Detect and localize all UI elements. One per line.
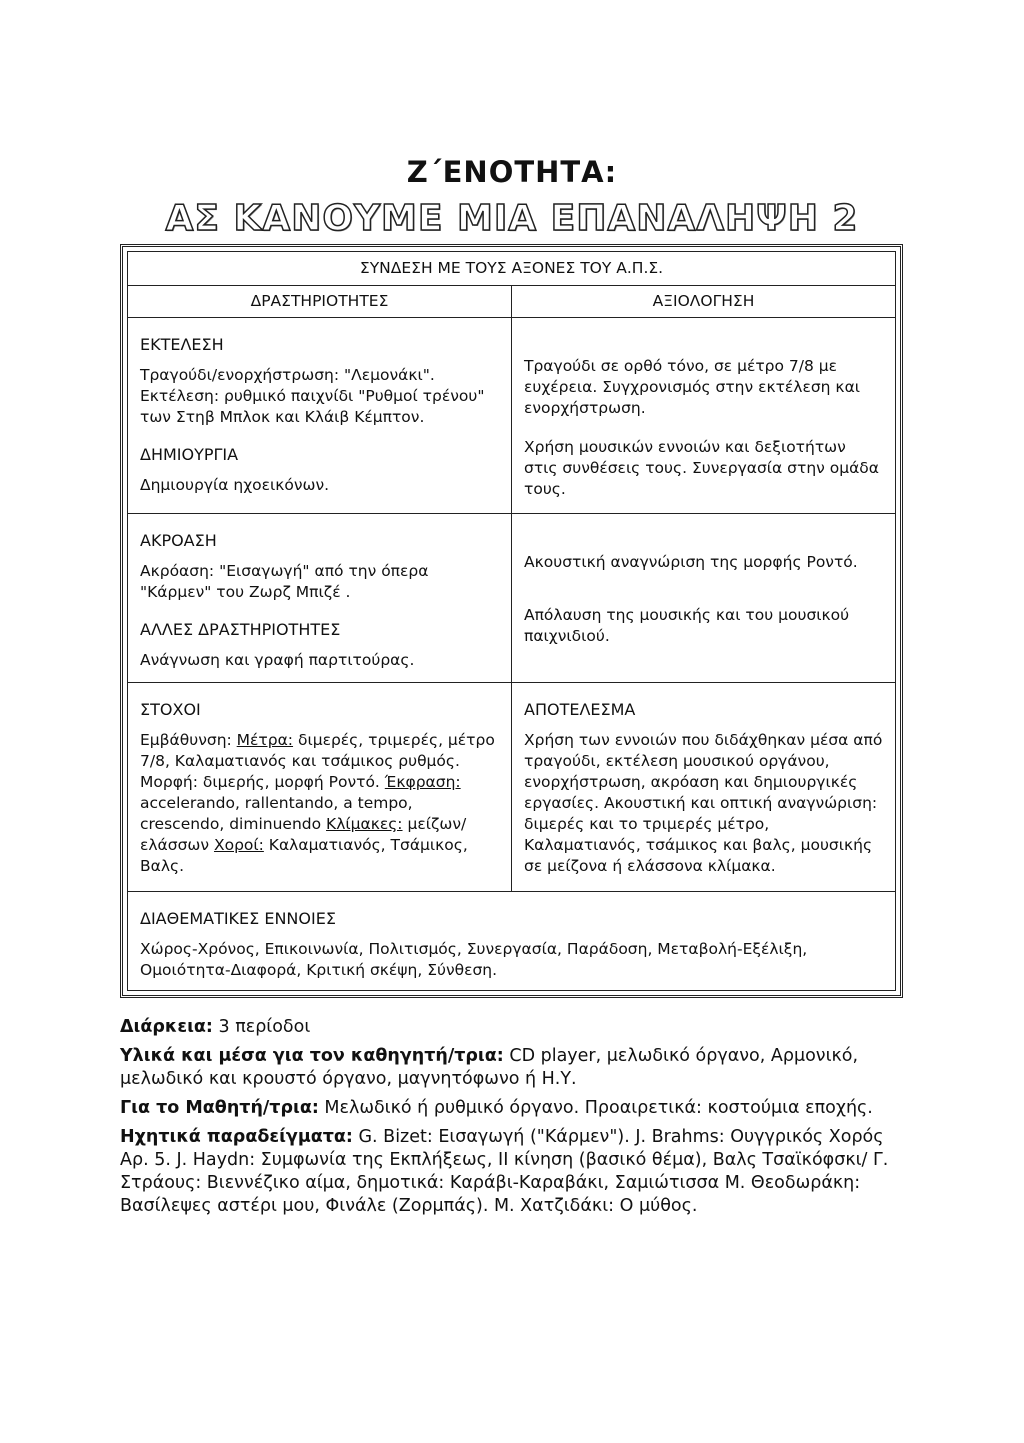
- stoxoi-label-metra: Μέτρα:: [236, 731, 294, 750]
- materials-label: Υλικά και μέσα για τον καθηγητή/τρια:: [120, 1046, 504, 1066]
- evaluation-text-akroasi: Ακουστική αναγνώριση της μορφής Ροντό.: [524, 552, 858, 571]
- examples-line: [120, 1126, 910, 1218]
- evaluation-cell: [512, 318, 896, 514]
- section-title-ektelesi: ΕΚΤΕΛΕΣΗ: [140, 335, 224, 354]
- student-value: Μελωδικό ή ρυθμικό όργανο. Προαιρετικά: κοστούμια εποχής.: [318, 1098, 873, 1118]
- duration-line: [120, 1016, 910, 1039]
- evaluation-text-alles: Απόλαυση της μουσικής και του μουσικού παιχνιδιού.: [524, 605, 850, 645]
- stoxoi-label-xoroi: Χοροί:: [213, 836, 264, 855]
- unit-header: [0, 150, 1024, 244]
- stoxoi-text-5: Καλαματιανός, Τσάμικος, Βαλς.: [140, 836, 468, 876]
- student-line: [120, 1097, 910, 1120]
- section-text-stoxoi: [140, 730, 499, 877]
- section-text-ektelesi: Τραγούδι/ενορχήστρωση: "Λεμονάκι". Εκτέλεση: ρυθμικό παιχνίδι "Ρυθμοί τρένου" των Στηβ Μπλοκ και Κλάιβ Κέμπτον.: [140, 366, 485, 426]
- section-text-diathematikes: Χώρος-Χρόνος, Επικοινωνία, Πολιτισμός, Συνεργασία, Παράδοση, Μεταβολή-Εξέλιξη, Ομοιότητα-Διαφορά, Κριτική σκέψη, Σύνθεση.: [140, 939, 808, 979]
- evaluation-text-ektelesi: Τραγούδι σε ορθό τόνο, σε μέτρο 7/8 με ευχέρεια. Συγχρονισμός στην εκτέλεση και ενορχήστρωση.: [524, 357, 861, 417]
- activities-cell-2: [128, 513, 512, 683]
- goals-cell: [128, 683, 512, 891]
- section-title-akroasi: ΑΚΡΟΑΣΗ: [140, 530, 217, 550]
- curriculum-table: [127, 251, 896, 991]
- unit-title: Ζ΄ΕΝΟΤΗΤΑ:: [406, 155, 618, 189]
- unit-subtitle: ΑΣ ΚΑΝΟΥΜΕ ΜΙΑ ΕΠΑΝΑΛΗΨΗ 2: [165, 198, 859, 239]
- section-text-apotelesma: Χρήση των εννοιών που διδάχθηκαν μέσα από τραγούδι, εκτέλεση μουσικού οργάνου, ενορχήστρωση, ακρόαση και δημιουργικές εργασίες. Ακουστική και οπτική αναγνώριση: διμερές και το τριμερές μέτρο, Καλαματιανός, τσάμικος και βαλς, μουσικής σε μείζονα ή ελάσσονα κλίμακα.: [524, 731, 883, 876]
- section-text-alles: Ανάγνωση και γραφή παρτιτούρας.: [140, 650, 415, 669]
- duration-value: 3 περίοδοι: [212, 1017, 311, 1037]
- materials-line: [120, 1045, 910, 1091]
- section-title-diathematikes: ΔΙΑΘΕΜΑΤΙΚΕΣ ΕΝΝΟΙΕΣ: [140, 908, 336, 928]
- stoxoi-label-klimakes: Κλίμακες:: [326, 815, 403, 834]
- section-title-dimiourgia: ΔΗΜΙΟΥΡΓΙΑ: [140, 445, 239, 464]
- stoxoi-text-4: μείζων/ελάσσων: [140, 815, 467, 855]
- result-cell: [512, 683, 896, 891]
- examples-label: Ηχητικά παραδείγματα:: [120, 1127, 353, 1147]
- stoxoi-text-1: Εμβάθυνση:: [140, 731, 237, 750]
- materials-value: CD player, μελωδικό όργανο, Αρμονικό, μελωδικό και κρουστό όργανο, μαγνητόφωνο ή Η.Υ.: [120, 1046, 859, 1089]
- section-text-dimiourgia: Δημιουργία ηχοεικόνων.: [140, 476, 330, 494]
- column-header-activities: ΔΡΑΣΤΗΡΙΟΤΗΤΕΣ: [128, 286, 512, 318]
- section-title-alles: ΑΛΛΕΣ ΔΡΑΣΤΗΡΙΟΤΗΤΕΣ: [140, 619, 341, 639]
- stoxoi-text-3: accelerando, rallentando, a tempo, crescendo, diminuendo: [140, 794, 413, 834]
- examples-value: G. Bizet: Εισαγωγή ("Κάρμεν"). J. Brahms: Ουγγρικός Χορός Αρ. 5. J. Haydn: Συμφωνία της Εκπλήξεως, II κίνηση (βασικό θέμα), Βαλς Τσαϊκόφσκι/ Γ. Στράους: Βιεννέζικο αίμα, δημοτικά: Καράβι-Καραβάκι, Σαμιώτισσα Μ. Θεοδωράκη: Βασίλεψες αστέρι μου, Φινάλε (Ζορμπάς). Μ. Χατζιδάκι: Ο μύθος.: [120, 1127, 889, 1216]
- stoxoi-label-ekfrasi: Έκφραση:: [384, 773, 461, 792]
- table-title: ΣΥΝΔΕΣΗ ΜΕ ΤΟΥΣ ΑΞΟΝΕΣ ΤΟΥ Α.Π.Σ.: [128, 252, 896, 286]
- section-title-stoxoi: ΣΤΟΧΟΙ: [140, 700, 201, 720]
- column-header-evaluation: ΑΞΙΟΛΟΓΗΣΗ: [512, 286, 896, 318]
- evaluation-cell-2: [512, 513, 896, 683]
- student-label: Για το Μαθητή/τρια:: [120, 1098, 319, 1118]
- section-text-akroasi: Ακρόαση: "Εισαγωγή" από την όπερα "Κάρμεν" του Ζωρζ Μπιζέ .: [140, 561, 429, 601]
- curriculum-table-frame: [120, 244, 903, 998]
- stoxoi-text-2: διμερές, τριμερές, μέτρο 7/8, Καλαματιανός και τσάμικος ρυθμός. Μορφή: διμερής, μορφή Ροντό.: [140, 731, 495, 792]
- cross-thematic-cell: [128, 891, 896, 990]
- duration-label: Διάρκεια:: [120, 1017, 213, 1037]
- evaluation-text-dimiourgia: Χρήση μουσικών εννοιών και δεξιοτήτων στις συνθέσεις τους. Συνεργασία στην ομάδα τους.: [524, 438, 880, 498]
- footer-info: [120, 1016, 910, 1224]
- activities-cell: [128, 318, 512, 514]
- section-title-apotelesma: ΑΠΟΤΕΛΕΣΜΑ: [524, 700, 636, 720]
